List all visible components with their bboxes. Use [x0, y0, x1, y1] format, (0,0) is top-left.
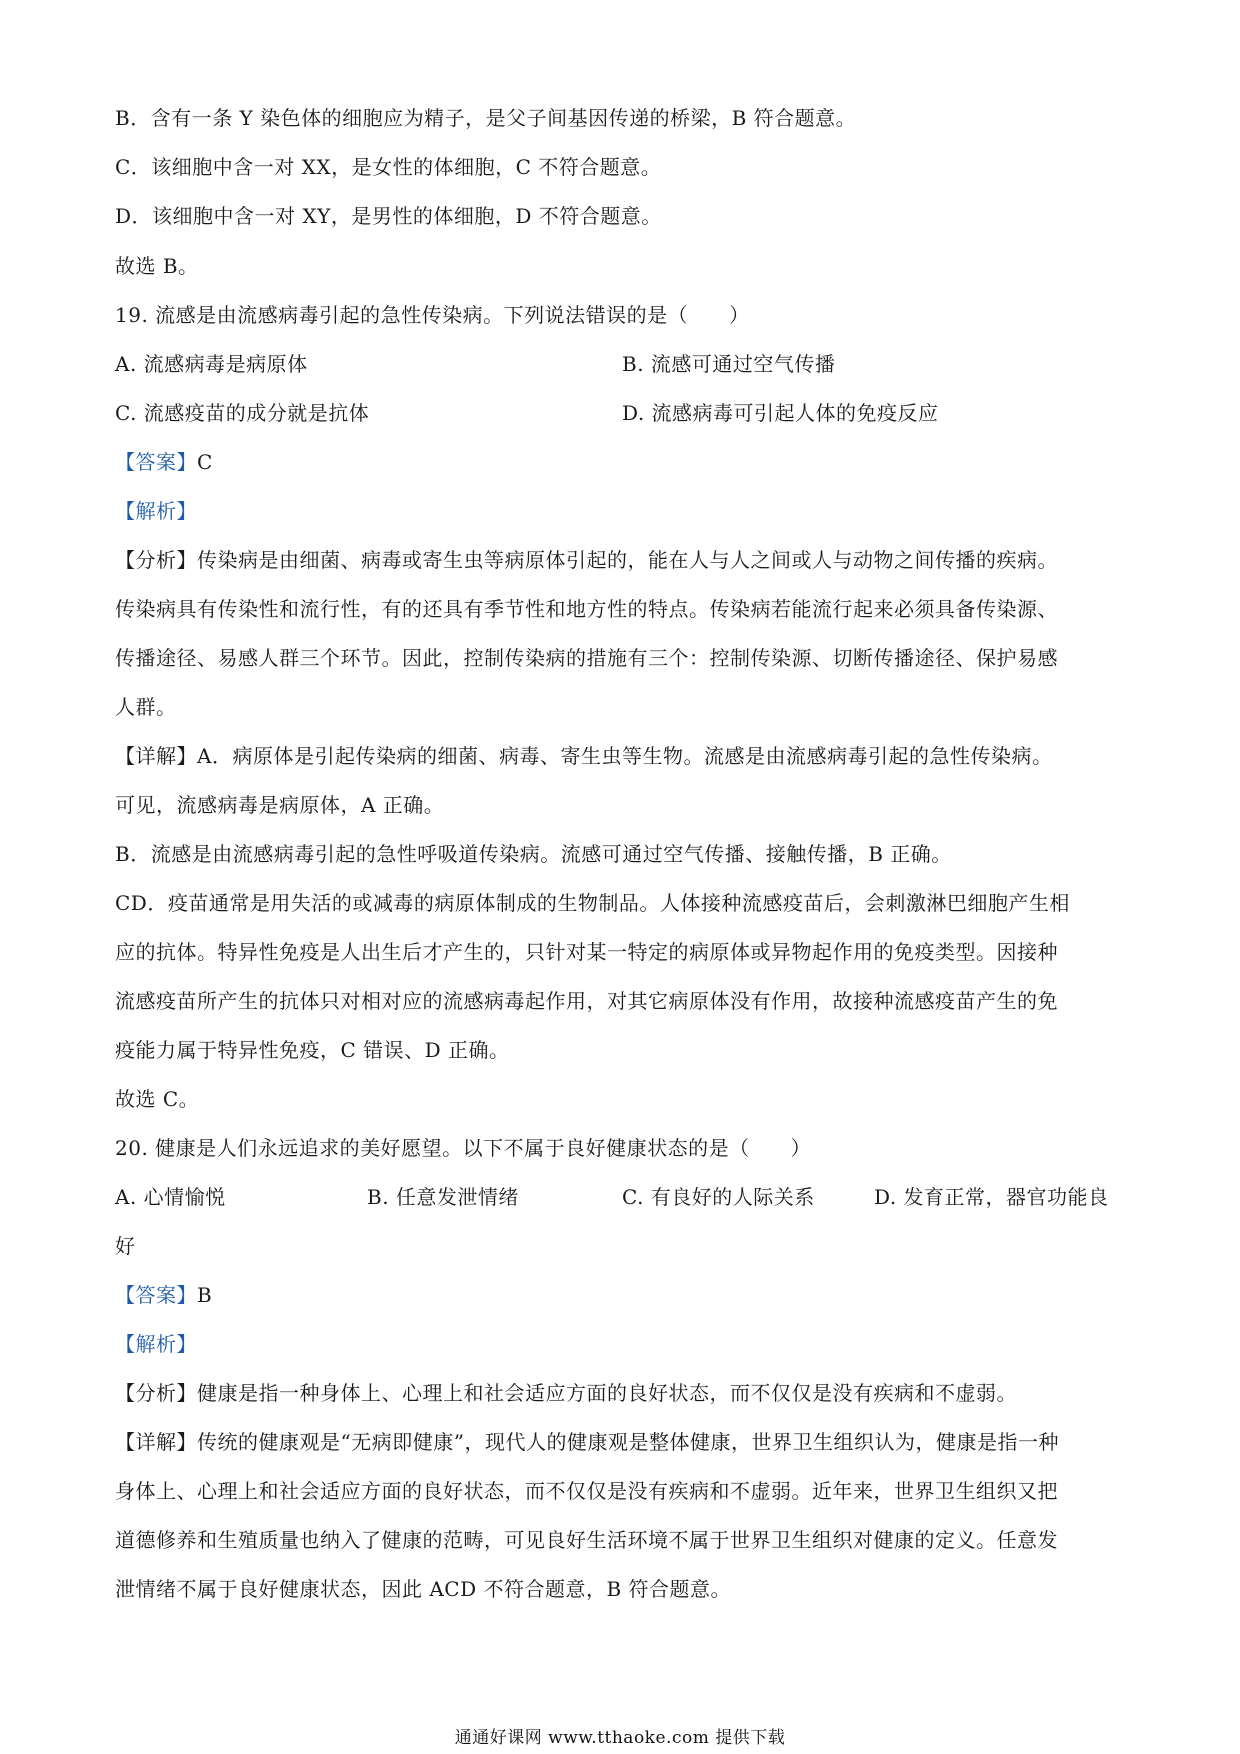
q19-xiangjie-line-1: [115, 741, 1052, 771]
fenxi-tag: 【分析】: [115, 1381, 197, 1405]
q19-fenxi-line-3: 传播途径、易感人群三个环节。因此，控制传染病的措施有三个：控制传染源、切断传播途径、保护易感: [115, 646, 1058, 670]
q19-option-d: D. 流感病毒可引起人体的免疫反应: [622, 401, 939, 425]
answer-value: C: [197, 450, 213, 474]
q20-xiangjie-line-1: [115, 1427, 1059, 1457]
analysis-tag: 【解析】: [115, 499, 197, 523]
prev-option-d-explanation: D．该细胞中含一对 XY，是男性的体细胞，D 不符合题意。: [115, 204, 662, 228]
fenxi-tag: 【分析】: [115, 548, 197, 572]
q19-analysis-heading: [115, 496, 197, 526]
answer-tag: 【答案】: [115, 450, 197, 474]
prev-option-c-explanation: C．该细胞中含一对 XX，是女性的体细胞，C 不符合题意。: [115, 155, 662, 179]
xiangjie-tag: 【详解】: [115, 1430, 197, 1454]
q19-xiangjie-line-6: 流感疫苗所产生的抗体只对相对应的流感病毒起作用，对其它病原体没有作用，故接种流感疫苗产生的免: [115, 989, 1058, 1013]
analysis-tag: 【解析】: [115, 1332, 197, 1356]
q20-answer: [115, 1280, 212, 1310]
q19-option-b: B. 流感可通过空气传播: [622, 352, 836, 376]
q20-xiangjie-line-2: 身体上、心理上和社会适应方面的良好状态，而不仅仅是没有疾病和不虚弱。近年来，世界卫生组织又把: [115, 1479, 1058, 1503]
q20-option-d-wrap: 好: [115, 1234, 136, 1258]
q19-fenxi-line-4: 人群。: [115, 695, 177, 719]
q19-answer: [115, 447, 213, 477]
answer-tag: 【答案】: [115, 1283, 197, 1307]
q19-option-a: A. 流感病毒是病原体: [115, 352, 308, 376]
fenxi-text: 传染病是由细菌、病毒或寄生虫等病原体引起的，能在人与人之间或人与动物之间传播的疾病。: [197, 548, 1058, 572]
q19-xiangjie-line-2: 可见，流感病毒是病原体，A 正确。: [115, 793, 445, 817]
q20-option-a: A. 心情愉悦: [115, 1185, 226, 1209]
xiangjie-tag: 【详解】: [115, 744, 197, 768]
page-footer: 通通好课网 www.tthaoke.com 提供下载: [454, 1728, 786, 1748]
q19-xiangjie-line-4: CD．疫苗通常是用失活的或减毒的病原体制成的生物制品。人体接种流感疫苗后，会刺激淋巴细胞产生相: [115, 891, 1070, 915]
q20-xiangjie-line-3: 道德修养和生殖质量也纳入了健康的范畴，可见良好生活环境不属于世界卫生组织对健康的定义。任意发: [115, 1528, 1058, 1552]
q20-fenxi: [115, 1378, 1017, 1408]
prev-choice: 故选 B。: [115, 254, 199, 278]
answer-value: B: [197, 1283, 213, 1307]
xiangjie-text: A．病原体是引起传染病的细菌、病毒、寄生虫等生物。流感是由流感病毒引起的急性传染病。: [197, 744, 1053, 768]
q20-option-d: D. 发育正常，器官功能良: [874, 1185, 1109, 1209]
q20-analysis-heading: [115, 1329, 197, 1359]
q19-xiangjie-line-7: 疫能力属于特异性免疫，C 错误、D 正确。: [115, 1038, 510, 1062]
xiangjie-text: 传统的健康观是“无病即健康”，现代人的健康观是整体健康，世界卫生组织认为，健康是指一种: [197, 1430, 1059, 1454]
q19-fenxi-line-2: 传染病具有传染性和流行性，有的还具有季节性和地方性的特点。传染病若能流行起来必须具备传染源、: [115, 597, 1058, 621]
q19-choice: 故选 C。: [115, 1087, 200, 1111]
q20-stem: 20. 健康是人们永远追求的美好愿望。以下不属于良好健康状态的是（ ）: [115, 1136, 812, 1160]
q19-xiangjie-line-3: B．流感是由流感病毒引起的急性呼吸道传染病。流感可通过空气传播、接触传播，B 正确。: [115, 842, 952, 866]
prev-option-b-explanation: B．含有一条 Y 染色体的细胞应为精子，是父子间基因传递的桥梁，B 符合题意。: [115, 106, 857, 130]
q20-option-c: C. 有良好的人际关系: [622, 1185, 815, 1209]
fenxi-text: 健康是指一种身体上、心理上和社会适应方面的良好状态，而不仅仅是没有疾病和不虚弱。: [197, 1381, 1017, 1405]
q20-xiangjie-line-4: 泄情绪不属于良好健康状态，因此 ACD 不符合题意，B 符合题意。: [115, 1577, 732, 1601]
q19-xiangjie-line-5: 应的抗体。特异性免疫是人出生后才产生的，只针对某一特定的病原体或异物起作用的免疫类型。因接种: [115, 940, 1058, 964]
q19-stem: 19. 流感是由流感病毒引起的急性传染病。下列说法错误的是（ ）: [115, 303, 750, 327]
q20-option-b: B. 任意发泄情绪: [367, 1185, 519, 1209]
q19-option-c: C. 流感疫苗的成分就是抗体: [115, 401, 370, 425]
q19-fenxi-line-1: [115, 545, 1058, 575]
